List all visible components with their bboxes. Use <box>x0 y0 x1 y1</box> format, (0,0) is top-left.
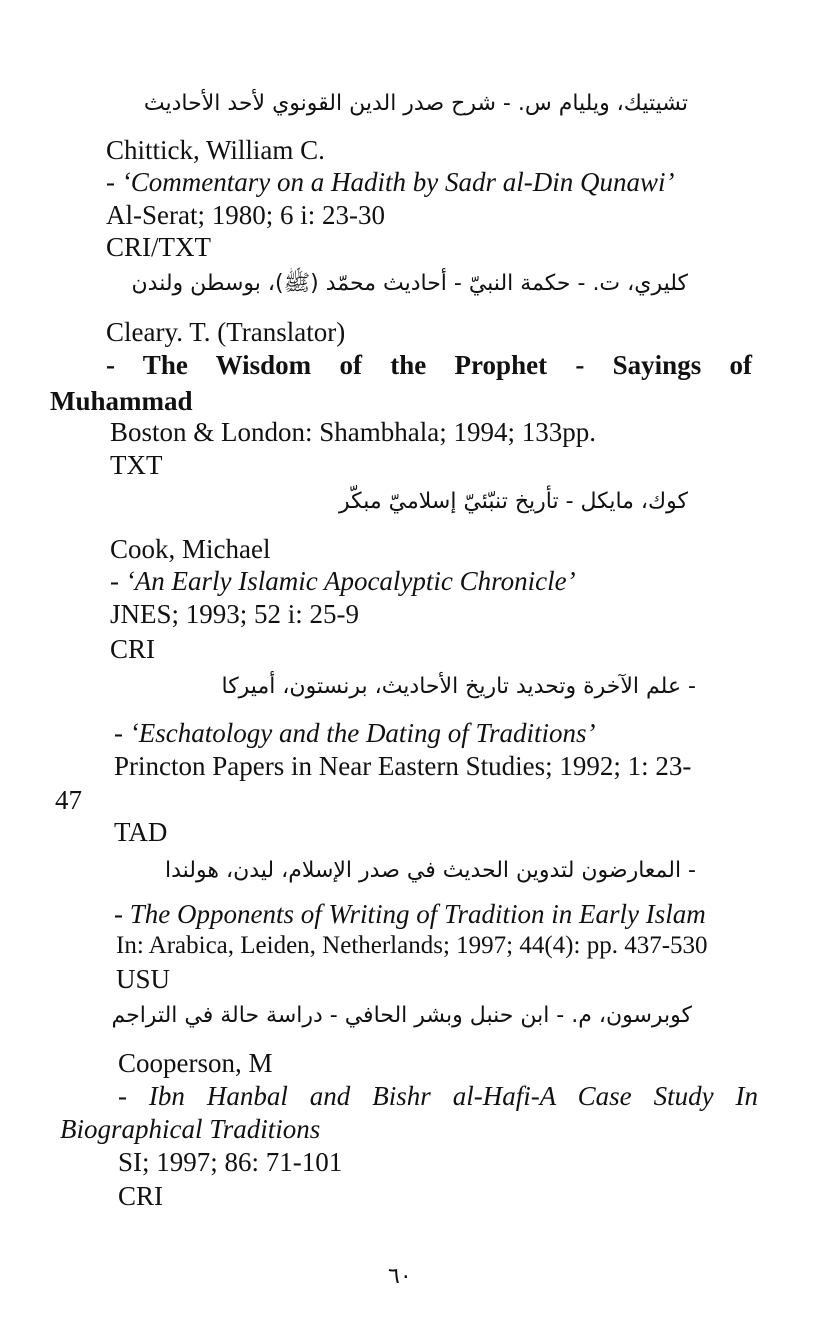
category-code: CRI <box>118 1181 164 1211</box>
publication-info: Princton Papers in Near Eastern Studies; 1992; 1: 23- <box>114 751 692 781</box>
publication-info: JNES; 1993; 52 i: 25-9 <box>110 599 360 629</box>
arabic-citation: - المعارضون لتدوين الحديث في صدر الإسلام، ليدن، هولندا <box>165 858 696 883</box>
category-code: TAD <box>114 817 168 847</box>
arabic-citation: تشيتيك، ويليام س. - شرح صدر الدين القونوي لأحد الأحاديث <box>143 91 688 116</box>
article-title: - ‘Commentary on a Hadith by Sadr al-Din Qunawi’ <box>106 167 675 197</box>
category-code: CRI/TXT <box>106 232 211 262</box>
publication-info: Boston & London: Shambhala; 1994; 133pp. <box>110 417 596 447</box>
article-title-continued: Biographical Traditions <box>60 1114 321 1144</box>
arabic-citation: كوبرسون، م. - ابن حنبل وبشر الحافي - دراسة حالة في التراجم <box>111 1003 692 1028</box>
article-title: - Ibn Hanbal and Bishr al-Hafi-A Case Study In <box>118 1081 758 1111</box>
category-code: CRI <box>110 634 156 664</box>
article-title: - ‘Eschatology and the Dating of Traditions’ <box>114 718 596 748</box>
author: Cleary. T. (Translator) <box>106 317 346 347</box>
arabic-citation: كليري، ت. - حكمة النبيّ - أحاديث محمّد (ﷺ)، بوسطن ولندن <box>131 271 688 296</box>
article-title: - The Opponents of Writing of Tradition in Early Islam <box>114 899 706 929</box>
author: Chittick, William C. <box>106 135 325 165</box>
publication-info: In: Arabica, Leiden, Netherlands; 1997; 44(4): pp. 437-530 <box>116 932 708 959</box>
publication-info-continued: 47 <box>55 785 82 815</box>
article-title: - ‘An Early Islamic Apocalyptic Chronicle’ <box>110 566 576 596</box>
category-code: USU <box>116 964 171 994</box>
publication-info: Al-Serat; 1980; 6 i: 23-30 <box>106 200 385 230</box>
publication-info: SI; 1997; 86: 71-101 <box>118 1147 343 1177</box>
category-code: TXT <box>110 450 163 480</box>
arabic-citation: - علم الآخرة وتحديد تاريخ الأحاديث، برنستون، أميركا <box>221 674 696 699</box>
author: Cooperson, M <box>118 1048 273 1078</box>
book-title: - The Wisdom of the Prophet - Sayings of <box>106 350 752 380</box>
author: Cook, Michael <box>110 534 271 564</box>
arabic-citation: كوك، مايكل - تأريخ تنبّئيّ إسلاميّ مبكّر <box>338 489 688 514</box>
page-number: ٦٠ <box>388 1264 412 1289</box>
book-title-continued: Muhammad <box>50 386 193 416</box>
